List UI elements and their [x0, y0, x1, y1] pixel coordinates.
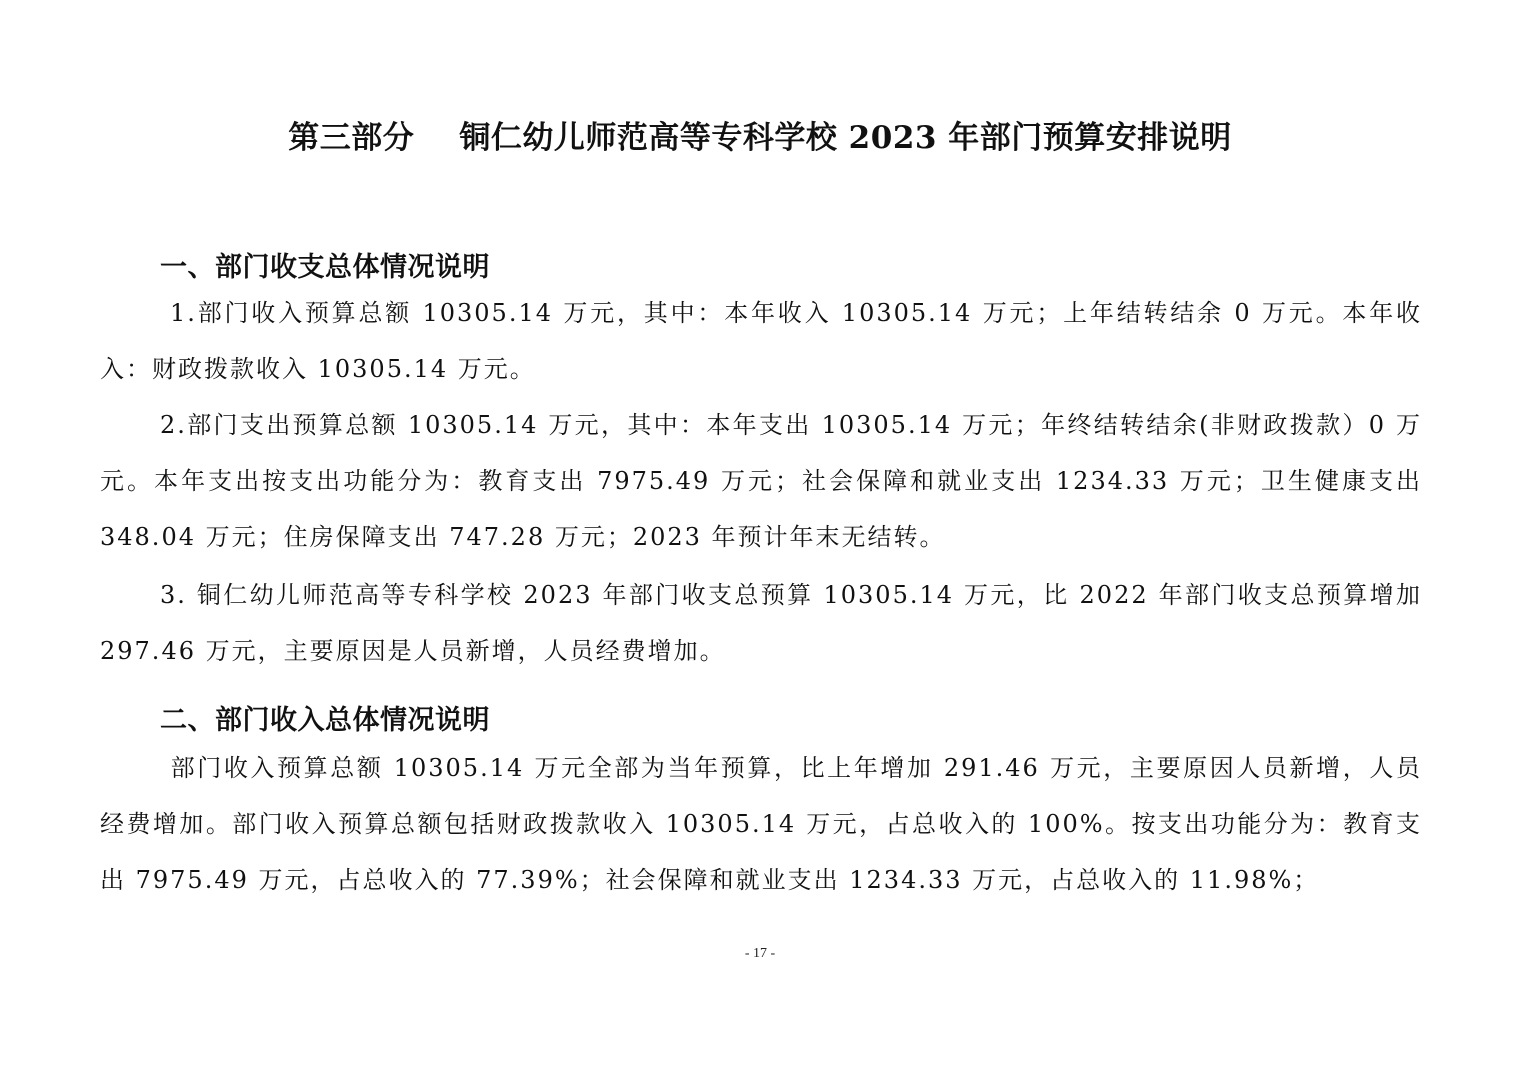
paragraph-text: 部门收入预算总额 10305.14 万元全部为当年预算，比上年增加 291.46 万元，主要原因人员新增，人员经费增加。部门收入预算总额包括财政拨款收入 10305.14 万元，占总收入的 100%。按支出功能分为：教育支出 7975.49 万元，占总收入的 77.39%；社会保障和就业支出 1234.33 万元，占总收入的 11.98%； — [100, 754, 1422, 894]
section-heading-1: 一、部门收支总体情况说明 — [160, 252, 490, 283]
page-number: - 17 - — [744, 946, 776, 961]
paragraph-1-2 — [100, 397, 1422, 565]
paragraph-2-1 — [100, 740, 1422, 908]
paragraph-1-3 — [100, 567, 1422, 679]
paragraph-1-1 — [100, 285, 1422, 397]
paragraph-text: 2.部门支出预算总额 10305.14 万元，其中：本年支出 10305.14 万元；年终结转结余(非财政拨款）0 万元。本年支出按支出功能分为：教育支出 7975.49 万元；社会保障和就业支出 1234.33 万元；卫生健康支出 348.04 万元；住房保障支出 747.28 万元；2023 年预计年末无结转。 — [100, 411, 1422, 551]
section-heading-2: 二、部门收入总体情况说明 — [160, 705, 490, 736]
paragraph-text: 3. 铜仁幼儿师范高等专科学校 2023 年部门收支总预算 10305.14 万元，比 2022 年部门收支总预算增加 297.46 万元，主要原因是人员新增，人员经费增加。 — [100, 581, 1422, 665]
paragraph-text: 1.部门收入预算总额 10305.14 万元，其中：本年收入 10305.14 万元；上年结转结余 0 万元。本年收入：财政拨款收入 10305.14 万元。 — [100, 299, 1422, 383]
document-title: 第三部分 铜仁幼儿师范高等专科学校 2023 年部门预算安排说明 — [288, 120, 1232, 156]
